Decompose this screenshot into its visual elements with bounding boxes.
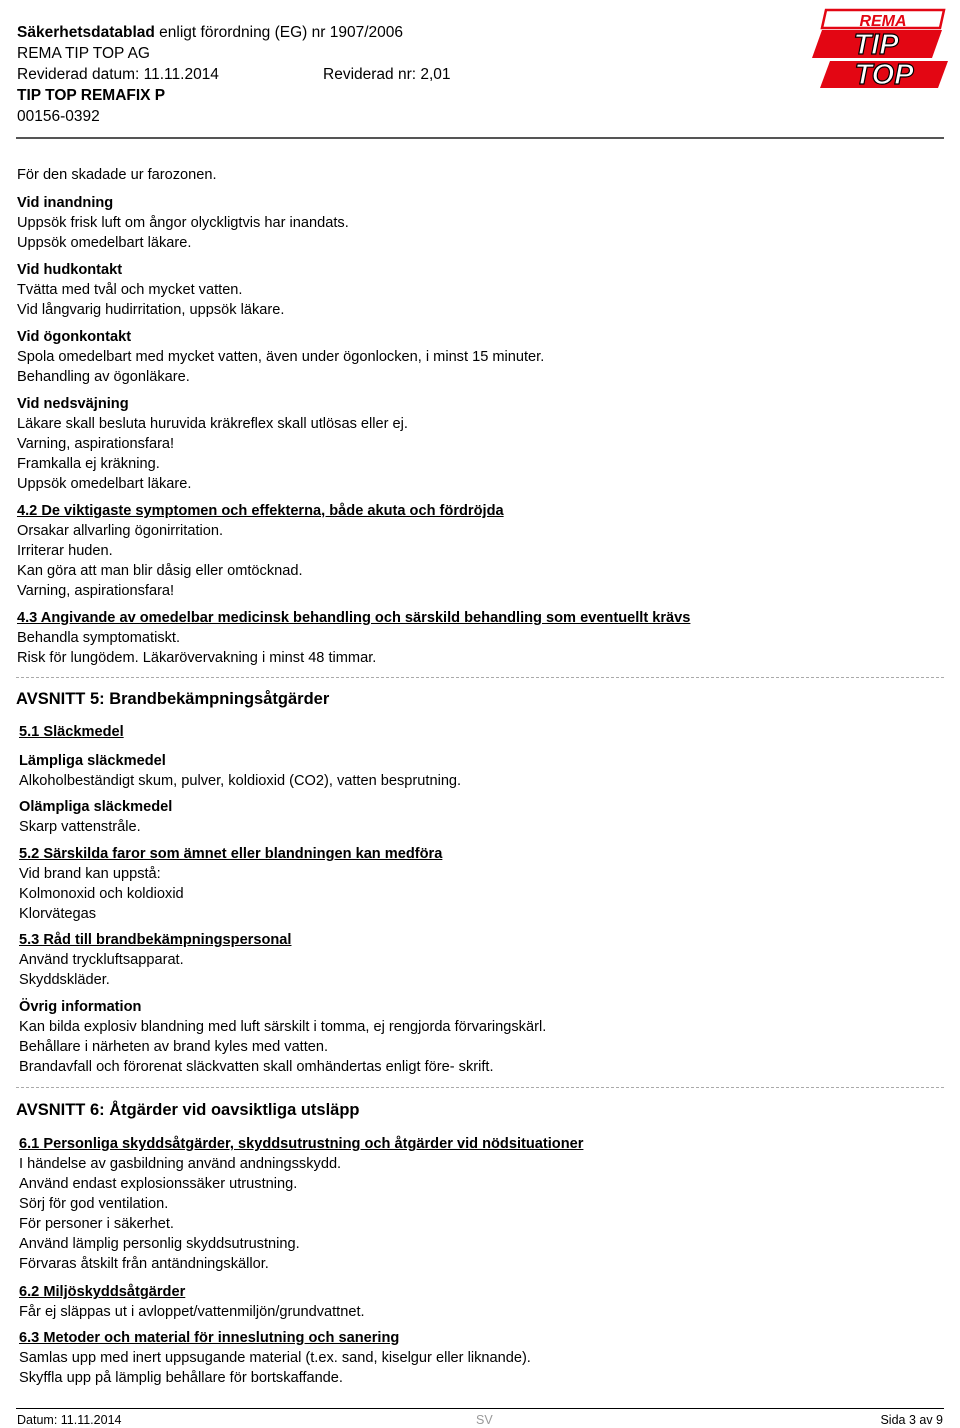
- document-header: [17, 22, 451, 127]
- rema-tip-top-logo: [812, 6, 948, 90]
- subsection-5-2-heading: 5.2 Särskilda faror som ämnet eller blandningen kan medföra: [19, 846, 443, 862]
- inhalation-line: Uppsök omedelbart läkare.: [17, 235, 192, 251]
- section-6-title: AVSNITT 6: Åtgärder vid oavsiktliga utsläpp: [16, 1101, 360, 1119]
- eye-contact-line: Behandling av ögonläkare.: [17, 369, 190, 385]
- other-info-line: Kan bilda explosiv blandning med luft särskilt i tomma, ej rengjorda förvaringskärl.: [19, 1019, 547, 1035]
- header-divider: [16, 137, 944, 139]
- subsection-5-2-line: Klorvätegas: [19, 906, 97, 922]
- other-info-line: Brandavfall och förorenat släckvatten skall omhändertas enligt före- skrift.: [19, 1059, 494, 1075]
- company-name: REMA TIP TOP AG: [17, 45, 150, 62]
- revised-date: Reviderad datum: 11.11.2014: [17, 66, 219, 83]
- revision-row: [17, 64, 451, 85]
- subsection-6-1-heading: 6.1 Personliga skyddsåtgärder, skyddsutrustning och åtgärder vid nödsituationer: [19, 1136, 584, 1152]
- section-5-title: AVSNITT 5: Brandbekämpningsåtgärder: [16, 690, 330, 708]
- product-code: 00156-0392: [17, 108, 100, 125]
- subsection-4-2-line: Irriterar huden.: [17, 543, 113, 559]
- section-divider: [16, 677, 944, 678]
- document-title: Säkerhetsdatablad enligt förordning (EG) nr 1907/2006: [17, 24, 403, 41]
- ingestion-heading: Vid nedsväjning: [17, 396, 129, 412]
- first-aid-line: För den skadade ur farozonen.: [17, 167, 217, 183]
- subsection-6-2-line: Får ej släppas ut i avloppet/vattenmiljön/grundvattnet.: [19, 1304, 365, 1320]
- subsection-6-1-line: Förvaras åtskilt från antändningskällor.: [19, 1256, 269, 1272]
- subsection-6-1-line: Sörj för god ventilation.: [19, 1196, 169, 1212]
- other-info-heading: Övrig information: [19, 999, 142, 1015]
- subsection-6-3-heading: 6.3 Metoder och material för inneslutning och sanering: [19, 1330, 400, 1346]
- suitable-media-heading: Lämpliga släckmedel: [19, 753, 166, 769]
- inhalation-line: Uppsök frisk luft om ångor olyckligtvis har inandats.: [17, 215, 349, 231]
- subsection-5-3-line: Använd tryckluftsapparat.: [19, 952, 184, 968]
- subsection-6-1-line: Använd endast explosionssäker utrustning.: [19, 1176, 298, 1192]
- subsection-5-3-line: Skyddskläder.: [19, 972, 110, 988]
- subsection-6-1-line: För personer i säkerhet.: [19, 1216, 174, 1232]
- subsection-6-1-line: I händelse av gasbildning använd andningsskydd.: [19, 1156, 342, 1172]
- section-divider: [16, 1087, 944, 1088]
- logo-tip-text: TIP: [853, 29, 899, 61]
- subsection-5-1-heading: 5.1 Släckmedel: [19, 724, 124, 740]
- product-name: TIP TOP REMAFIX P: [17, 87, 166, 104]
- skin-contact-line: Vid långvarig hudirritation, uppsök läkare.: [17, 302, 285, 318]
- subsection-6-2-heading: 6.2 Miljöskyddsåtgärder: [19, 1284, 186, 1300]
- skin-contact-heading: Vid hudkontakt: [17, 262, 123, 278]
- eye-contact-heading: Vid ögonkontakt: [17, 329, 132, 345]
- subsection-6-1-line: Använd lämplig personlig skyddsutrustning.: [19, 1236, 300, 1252]
- subsection-4-2-line: Kan göra att man blir dåsig eller omtöcknad.: [17, 563, 303, 579]
- subsection-6-3-line: Samlas upp med inert uppsugande material (t.ex. sand, kiselgur eller liknande).: [19, 1350, 531, 1366]
- subsection-4-2-line: Varning, aspirationsfara!: [17, 583, 175, 599]
- footer-language: SV: [476, 1413, 493, 1427]
- eye-contact-line: Spola omedelbart med mycket vatten, även under ögonlocken, i minst 15 minuter.: [17, 349, 545, 365]
- subsection-4-3-line: Behandla symptomatiskt.: [17, 630, 181, 646]
- other-info-line: Behållare i närheten av brand kyles med vatten.: [19, 1039, 329, 1055]
- subsection-5-2-line: Kolmonoxid och koldioxid: [19, 886, 184, 902]
- footer-date: Datum: 11.11.2014: [17, 1413, 122, 1427]
- suitable-media-line: Alkoholbeständigt skum, pulver, koldioxid (CO2), vatten besprutning.: [19, 773, 462, 789]
- unsuitable-media-line: Skarp vattenstråle.: [19, 819, 141, 835]
- ingestion-line: Varning, aspirationsfara!: [17, 436, 175, 452]
- subsection-4-3-line: Risk för lungödem. Läkarövervakning i minst 48 timmar.: [17, 650, 377, 666]
- subsection-4-2-line: Orsakar allvarling ögonirritation.: [17, 523, 224, 539]
- ingestion-line: Läkare skall besluta huruvida kräkreflex skall utlösas eller ej.: [17, 416, 408, 432]
- logo-rema-text: REMA: [859, 13, 907, 30]
- subsection-4-3-heading: 4.3 Angivande av omedelbar medicinsk behandling och särskild behandling som eventuellt krävs: [17, 610, 691, 626]
- subsection-5-3-heading: 5.3 Råd till brandbekämpningspersonal: [19, 932, 292, 948]
- logo-top-text: TOP: [854, 59, 914, 90]
- footer-page-number: Sida 3 av 9: [880, 1413, 943, 1427]
- ingestion-line: Uppsök omedelbart läkare.: [17, 476, 192, 492]
- subsection-4-2-heading: 4.2 De viktigaste symptomen och effekterna, både akuta och fördröjda: [17, 503, 504, 519]
- skin-contact-line: Tvätta med tvål och mycket vatten.: [17, 282, 243, 298]
- subsection-6-3-line: Skyffla upp på lämplig behållare för bortskaffande.: [19, 1370, 343, 1386]
- ingestion-line: Framkalla ej kräkning.: [17, 456, 160, 472]
- unsuitable-media-heading: Olämpliga släckmedel: [19, 799, 173, 815]
- subsection-5-2-line: Vid brand kan uppstå:: [19, 866, 161, 882]
- footer-divider: [16, 1408, 944, 1409]
- revision-number: Reviderad nr: 2,01: [323, 66, 451, 83]
- inhalation-heading: Vid inandning: [17, 195, 114, 211]
